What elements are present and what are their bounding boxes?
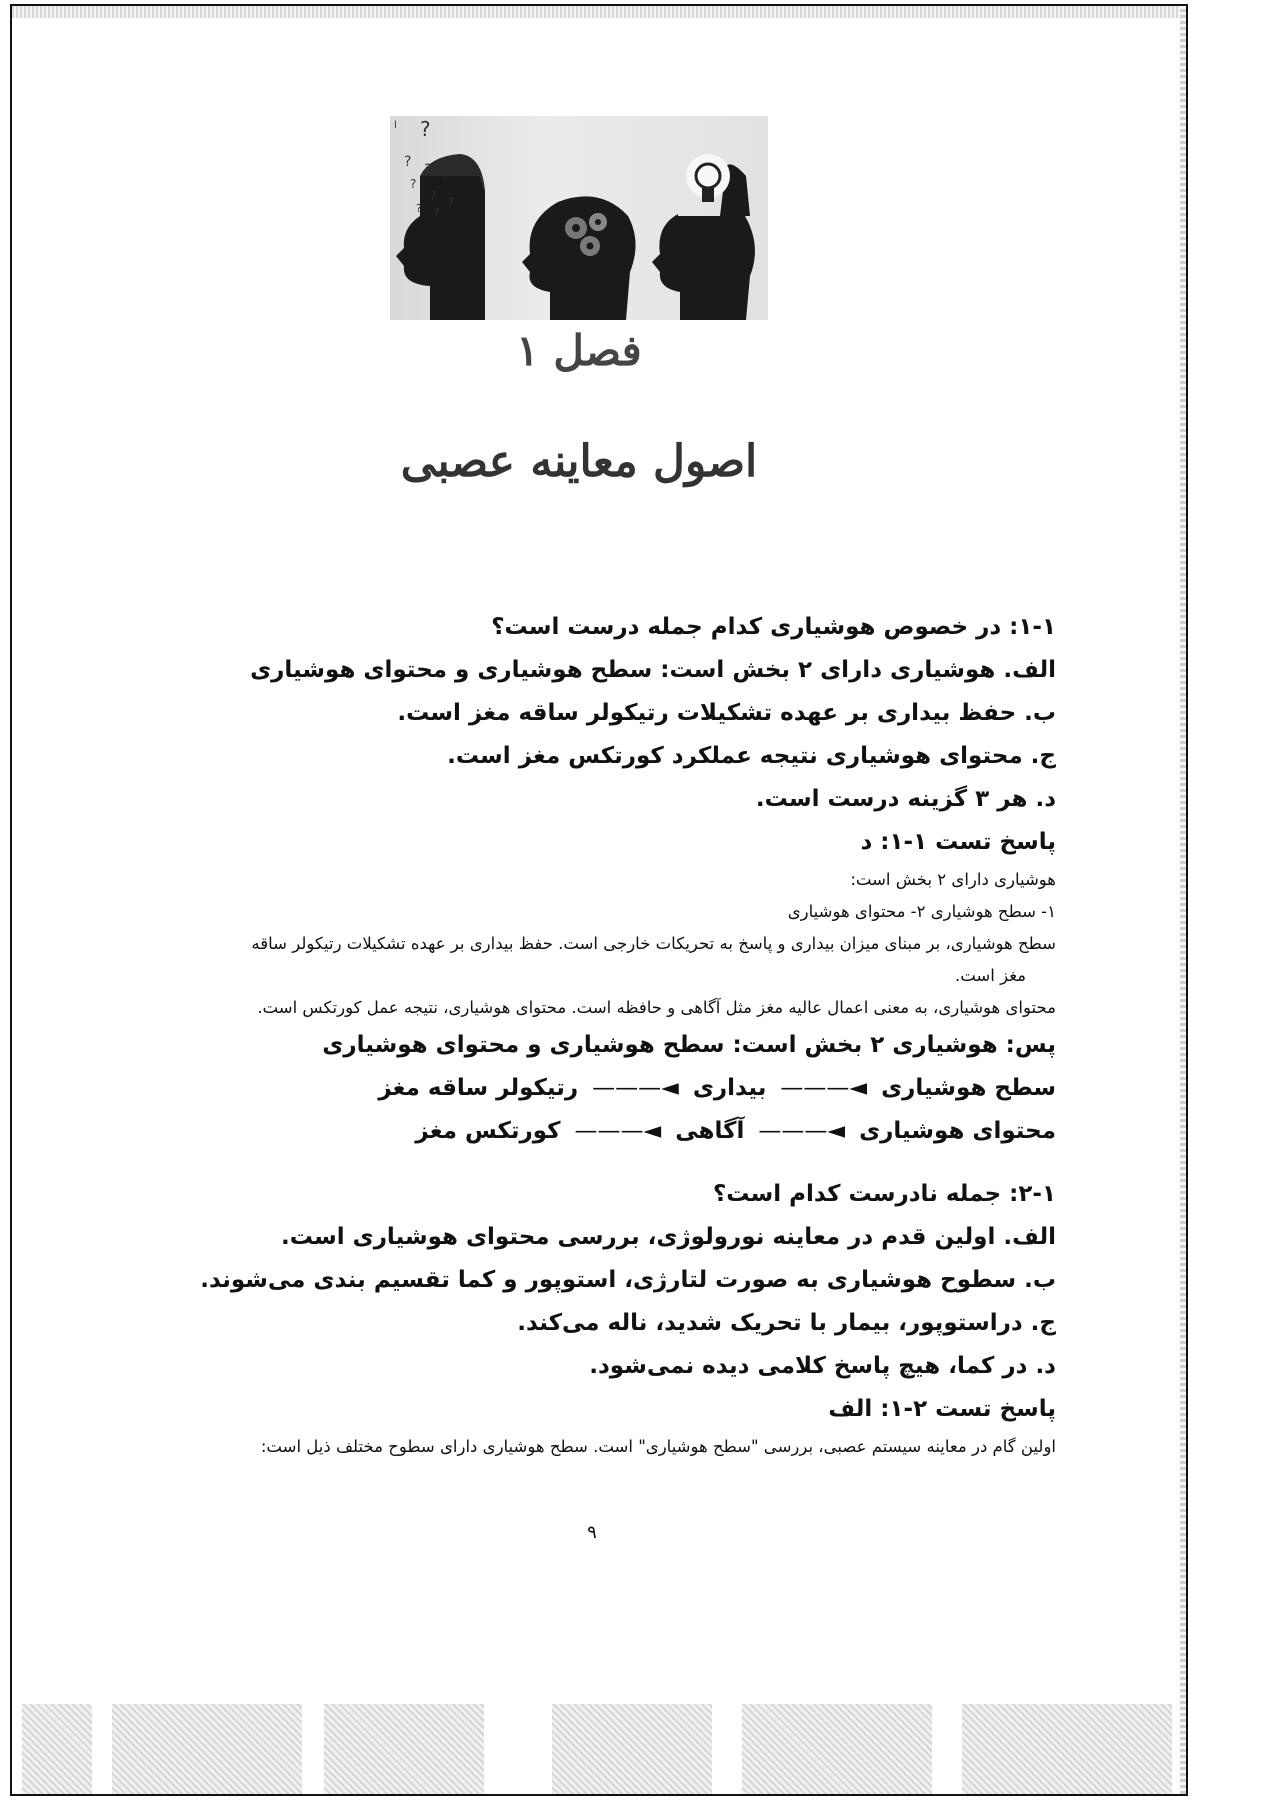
- svg-text:?: ?: [430, 189, 437, 203]
- q1-option-c: ج. محتوای هوشیاری نتیجه عملکرد کورتکس مغز است.: [447, 743, 1056, 769]
- q1-answer: پاسخ تست ۱-۱: د: [860, 829, 1056, 855]
- q1-explanation-1: هوشیاری دارای ۲ بخش است:: [850, 870, 1056, 889]
- question-mark-icon: ?: [420, 117, 431, 141]
- chapter-number: فصل ۱: [516, 326, 642, 375]
- q1-explanation-2: ۱- سطح هوشیاری ۲- محتوای هوشیاری: [787, 902, 1056, 921]
- chapter-title: اصول معاینه عصبی: [400, 436, 758, 487]
- q1-explanation-3: سطح هوشیاری، بر مبنای میزان بیداری و پاسخ به تحریکات خارجی است. حفظ بیداری بر عهده تشکیلات رتیکولر ساقه: [251, 934, 1056, 953]
- scan-side-line: [1180, 6, 1186, 1794]
- q1-explanation-3-cont: مغز است.: [954, 966, 1026, 985]
- row2-function: آگاهی: [675, 1118, 745, 1144]
- q2-answer: پاسخ تست ۲-۱: الف: [828, 1396, 1056, 1422]
- svg-text:?: ?: [410, 177, 417, 191]
- q1-question: ۱-۱: در خصوص هوشیاری کدام جمله درست است؟: [491, 614, 1056, 640]
- svg-text:?: ?: [448, 196, 454, 209]
- scan-top-strip: [12, 6, 1186, 18]
- page-frame: [10, 4, 1188, 1796]
- q2-option-c: ج. دراستوپور، بیمار با تحریک شدید، ناله می‌کند.: [517, 1310, 1056, 1336]
- q1-option-b: ب. حفظ بیداری بر عهده تشکیلات رتیکولر ساقه مغز است.: [397, 700, 1056, 726]
- q1-option-d: د. هر ۳ گزینه درست است.: [755, 786, 1056, 812]
- svg-text:?: ?: [434, 206, 440, 219]
- svg-text:l: l: [394, 120, 397, 131]
- arrow-left-icon: ◄———: [780, 1075, 868, 1101]
- row2-location: کورتکس مغز: [415, 1118, 561, 1144]
- q1-summary: پس: هوشیاری ۲ بخش است: سطح هوشیاری و محتوای هوشیاری: [322, 1032, 1056, 1058]
- arrow-left-icon: ◄———: [592, 1075, 679, 1101]
- q1-explanation-4: محتوای هوشیاری، به معنی اعمال عالیه مغز مثل آگاهی و حافظه است. محتوای هوشیاری، نتیجه عمل کورتکس است.: [257, 998, 1056, 1017]
- row1-function: بیداری: [692, 1075, 767, 1101]
- q2-option-d: د. در کما، هیچ پاسخ کلامی دیده نمی‌شود.: [589, 1353, 1056, 1379]
- heads-illustration-icon: [390, 116, 768, 320]
- q2-option-a: الف. اولین قدم در معاینه نورولوژی، بررسی محتوای هوشیاری است.: [281, 1224, 1056, 1250]
- q2-question: ۲-۱: جمله نادرست کدام است؟: [712, 1181, 1056, 1207]
- svg-text:?: ?: [404, 154, 412, 170]
- q1-option-a: الف. هوشیاری دارای ۲ بخش است: سطح هوشیاری و محتوای هوشیاری: [250, 657, 1056, 683]
- row1-location: رتیکولر ساقه مغز: [378, 1075, 579, 1101]
- svg-text:?: ?: [416, 202, 422, 215]
- heads-illustration: [390, 116, 768, 320]
- row1-term: سطح هوشیاری: [881, 1075, 1056, 1101]
- q1-summary-row-1: [132, 1067, 1056, 1110]
- q2-option-b: ب. سطوح هوشیاری به صورت لتارژی، استوپور و کما تقسیم بندی می‌شوند.: [200, 1267, 1056, 1293]
- page-number: ۹: [587, 1522, 597, 1543]
- svg-text:?: ?: [424, 162, 432, 178]
- row2-term: محتوای هوشیاری: [859, 1118, 1056, 1144]
- section-gap: [132, 1153, 1056, 1173]
- arrow-left-icon: ◄———: [758, 1118, 846, 1144]
- body-text: [132, 606, 1056, 1463]
- svg-text:?: ?: [442, 169, 449, 183]
- arrow-left-icon: ◄———: [574, 1118, 662, 1144]
- q2-explanation-1: اولین گام در معاینه سیستم عصبی، بررسی "سطح هوشیاری" است. سطح هوشیاری دارای سطوح مختلف ذیل است:: [260, 1437, 1056, 1456]
- q1-summary-row-2: [132, 1110, 1056, 1153]
- scan-bottom-strip: [12, 1704, 1186, 1796]
